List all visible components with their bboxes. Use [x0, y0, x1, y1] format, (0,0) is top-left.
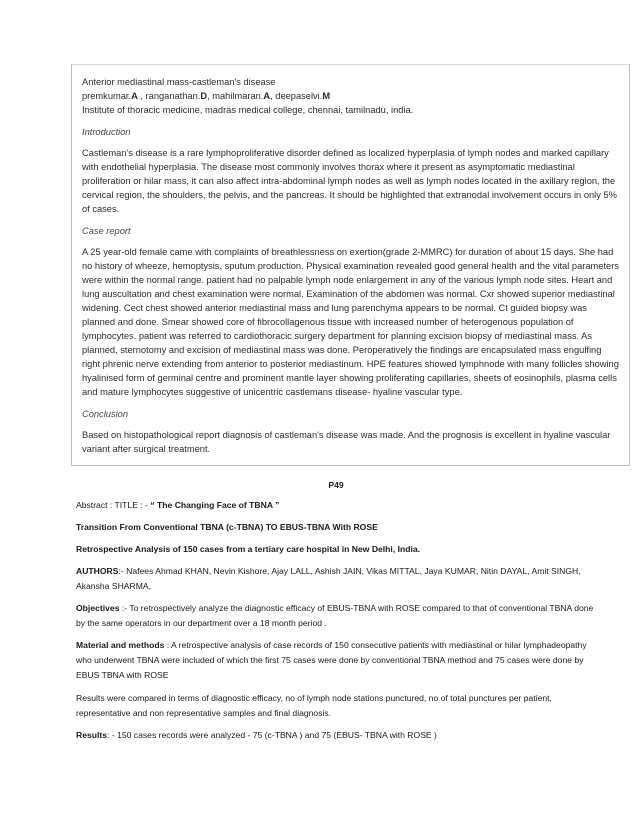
author-2: , ranganathan. [137, 91, 201, 101]
methods-paragraph [76, 638, 596, 683]
authors-text: :- Nafees Ahmad KHAN, Nevin Kishore, Ajay LALL, Ashish JAIN, Vikas MITTAL, Jaya KUMAR, Nitin DAYAL, Amit SINGH, Akansha SHARMA, [76, 566, 581, 591]
results-paragraph [76, 728, 596, 743]
methods-label: Material and method [76, 640, 160, 650]
abstract-title: “ The Changing Face of TBNA ” [150, 500, 280, 510]
author-4: , deepaselvi. [270, 91, 323, 101]
objectives-label: Objectives [76, 603, 120, 613]
objectives-text: :- To retrospectively analyze the diagnostic efficacy of EBUS-TBNA with ROSE compared to that of conventional TBNA done by the same operators in our department over a 18 month period . [76, 603, 594, 628]
retrospective-line [76, 542, 596, 557]
abstract-prefix: Abstract : TITLE : - [76, 500, 151, 510]
author-1: premkumar. [82, 91, 132, 101]
author-4-initial: M [322, 91, 331, 101]
page-number: P49 [328, 480, 344, 490]
author-1-initial: A [131, 91, 138, 101]
objectives-paragraph [76, 601, 596, 631]
authors-paragraph [76, 564, 596, 594]
author-3-initial: A [263, 91, 271, 101]
results-compared-text: Results were compared in terms of diagnostic efficacy, no of lymph node stations punctured, no of total punctures per patient, representative and non representative samples and final diagnosis. [76, 693, 552, 718]
case-report-text: A 25 year-old female came with complaints of breathlessness on exertion(grade 2-MMRC) for duration of about 15 days. She had no history of wheeze, hemoptysis, sputum production. Physical examination revealed good general health and the vital parameters were within the normal range. patient had no palpable lymph node enlargement in any of the various lymph node sites. Heart and lung auscultation and chest examination were normal. Examination of the abdomen was normal. Cxr showed superior mediastinal widening. Cect chest showed anterior mediastinal mass and lung parenchyma appears to be normal. Ct guided biopsy was planned and done. Smear showed core of fibrocollagenous tissue with increased number of heterogenous population of lymphocytes. patient was referred to cardiothoracic surgery department for planning excision biopsy of mediastinal mass. As planned, sternotomy and excision of mediastinal mass was done. Peroperatively the findings are encapsulated mass engulfing right phrenic nerve extending from anterior to posterior mediastinum. HPE features showed lymphnode with many follicles showing hyalinised form of germinal centre and prominent mantle layer showing proliferating capillaries, sheets of eosinophils, plasma cells and mature lymphocytes suggestive of unicentric castlemans disease- hyaline vascular type. [82, 247, 619, 397]
retrospective-title: Retrospective Analysis of 150 cases from a tertiary care hospital in New Delhi, India. [76, 544, 421, 554]
scan-title: Anterior mediastinal mass-castleman's disease [82, 77, 276, 87]
introduction-text: Castleman's disease is a rare lymphoproliferative disorder defined as localized hyperplasia of lymph nodes and marked capillary with endothelial hyperplasia. The disease most commonly involves thorax where it present as asymptomatic mediastinal proliferation or hilar mass, it can also affect intra-abdominal lymph nodes as well as lymph nodes located in the axillary region, the cervical region, the shoulders, the pelvis, and the pancreas. It should be highlighted that extranodal involvement occurs in only 5% of cases. [82, 148, 617, 214]
results-compared-paragraph [76, 691, 596, 721]
author-2-initial: D [200, 91, 208, 101]
scan-institution: Institute of thoracic medicine, madras medical college, chennai, tamilnadu, india. [82, 105, 414, 115]
scanned-abstract [71, 64, 630, 466]
scan-authors [82, 89, 622, 103]
author-3: , mahilmaran. [207, 91, 264, 101]
scanned-abstract-content [82, 75, 622, 456]
transition-title: Transition From Conventional TBNA (c-TBNA) TO EBUS-TBNA With ROSE [76, 522, 378, 532]
transition-line [76, 520, 596, 535]
methods-label-suffix: s [159, 640, 165, 650]
abstract-title-line [76, 498, 596, 513]
introduction-heading: Introduction [82, 127, 131, 137]
results-label: Results [76, 730, 108, 740]
authors-label: AUTHORS [76, 566, 119, 576]
case-report-heading: Case report [82, 226, 131, 236]
results-text: : - 150 cases records were analyzed - 75 (c-TBNA ) and 75 (EBUS- TBNA with ROSE ) [107, 730, 437, 740]
conclusion-heading: Conclusion [82, 409, 128, 419]
conclusion-text: Based on histopathological report diagnosis of castleman's disease was made. And the prognosis is excellent in hyaline vascular variant after surgical treatment. [82, 430, 611, 454]
methods-text: : A retrospective analysis of case records of 150 consecutive patients with mediastinal or hilar lymphadeopathy who underwent TBNA were included of which the first 75 cases were done by conventional TBNA method and 75 cases were done by EBUS TBNA with ROSE [76, 640, 587, 680]
